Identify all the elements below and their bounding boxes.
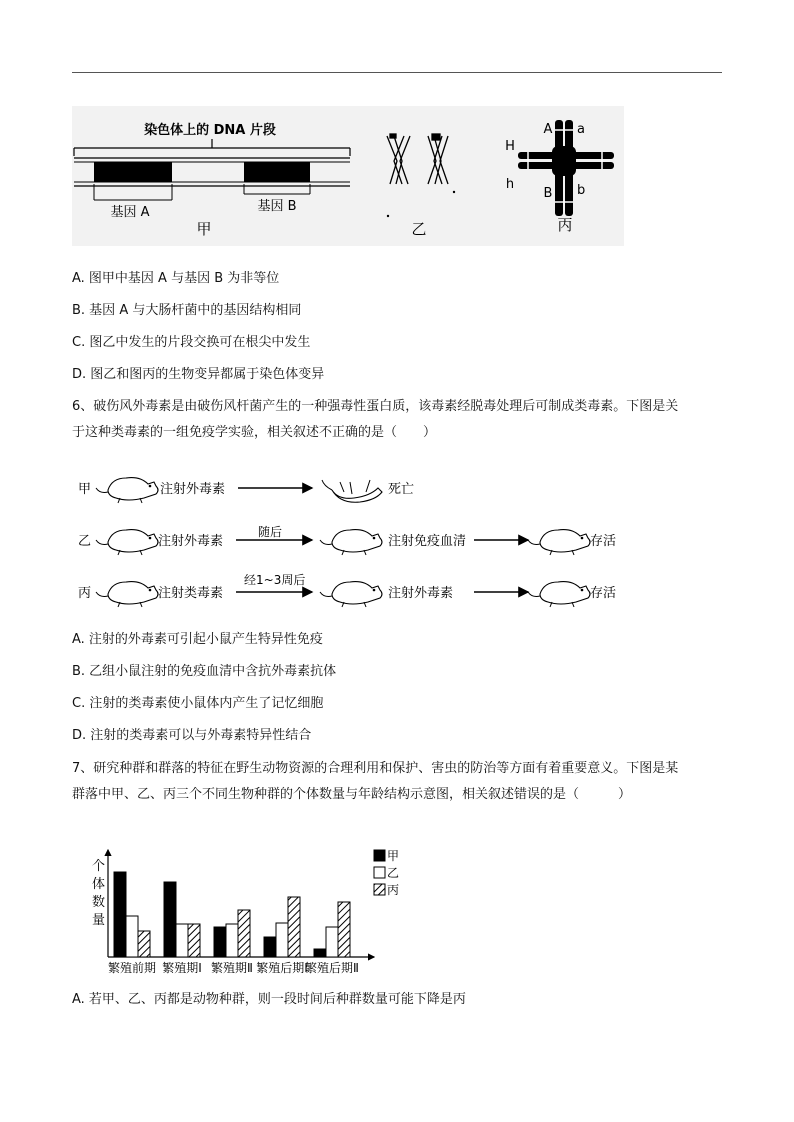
- label-yi: 乙: [411, 220, 427, 238]
- bar-丙-繁殖后期Ⅱ: [338, 902, 350, 957]
- row-bing-step1: 注射类毒素: [158, 586, 224, 601]
- bar-乙-繁殖期Ⅰ: [176, 924, 188, 957]
- immunology-experiment-figure: [72, 466, 632, 616]
- q6-option-c: C. 注射的类毒素使小鼠体内产生了记忆细胞: [72, 696, 324, 711]
- label-jia: 甲: [196, 220, 212, 238]
- bar-甲-繁殖后期Ⅰ: [264, 937, 276, 957]
- x-tick-label: 繁殖后期Ⅰ: [256, 961, 308, 975]
- gene-a-label: 基因 A: [110, 205, 150, 220]
- legend-label-丙: 丙: [387, 883, 400, 897]
- gene-b-label: 基因 B: [257, 199, 297, 214]
- group-jia-label: 甲: [78, 482, 92, 497]
- x-tick-label: 繁殖前期: [107, 961, 157, 975]
- x-tick-label: 繁殖期Ⅱ: [211, 961, 253, 975]
- allele-b: b: [577, 183, 586, 198]
- bar-乙-繁殖后期Ⅰ: [276, 923, 288, 957]
- q5-option-a: A. 图甲中基因 A 与基因 B 为非等位: [72, 271, 280, 286]
- chart-ylabel-2: 体: [92, 877, 106, 892]
- q7-stem: [72, 756, 732, 808]
- allele-B: B: [543, 186, 553, 201]
- group-bing-label: 丙: [78, 586, 92, 601]
- mouse-icon: [320, 582, 382, 607]
- bar-甲-繁殖前期: [114, 872, 126, 957]
- age-structure-chart: [86, 840, 406, 980]
- q6-option-d: D. 注射的类毒素可以与外毒素特异性结合: [72, 728, 312, 743]
- mouse-icon: [528, 530, 590, 555]
- header-rule: [72, 72, 722, 73]
- row-jia-step1: 注射外毒素: [160, 482, 226, 497]
- chart-ylabel-1: 个: [92, 859, 106, 874]
- chromosome-figure: [72, 106, 624, 246]
- x-tick-label: 繁殖期Ⅰ: [162, 961, 202, 975]
- q7-option-a: A. 若甲、乙、丙都是动物种群，则一段时间后种群数量可能下降是丙: [72, 992, 466, 1007]
- row-yi-step1: 注射外毒素: [158, 534, 224, 549]
- bar-乙-繁殖前期: [126, 916, 138, 957]
- q6-option-b: B. 乙组小鼠注射的免疫血清中含抗外毒素抗体: [72, 664, 337, 679]
- mouse-icon: [528, 582, 590, 607]
- row-yi-arrow-label: 随后: [258, 525, 283, 539]
- chromosome-label: 染色体上的 DNA 片段: [144, 123, 276, 138]
- q6-stem: [72, 394, 732, 446]
- q5-option-d: D. 图乙和图丙的生物变异都属于染色体变异: [72, 367, 325, 382]
- allele-H: H: [505, 139, 515, 154]
- chart-ylabel-3: 数: [92, 895, 106, 910]
- label-bing: 丙: [557, 216, 573, 234]
- allele-a: a: [577, 122, 585, 137]
- row-bing-step2: 注射外毒素: [388, 586, 454, 601]
- mouse-icon: [320, 530, 382, 555]
- chart-ylabel-4: 量: [92, 913, 106, 928]
- bar-丙-繁殖后期Ⅰ: [288, 897, 300, 957]
- q6-stem-line1: 6、破伤风外毒素是由破伤风杆菌产生的一种强毒性蛋白质，该毒素经脱毒处理后可制成类毒素。下图是关: [72, 399, 679, 414]
- bar-丙-繁殖前期: [138, 931, 150, 957]
- legend-label-甲: 甲: [387, 849, 400, 863]
- q6-option-a: A. 注射的外毒素可引起小鼠产生特异性免疫: [72, 632, 323, 647]
- gene-a-block: [94, 162, 172, 182]
- legend-swatch-乙: [374, 867, 385, 878]
- gene-b-block: [244, 162, 310, 182]
- bar-丙-繁殖期Ⅰ: [188, 924, 200, 957]
- legend-label-乙: 乙: [387, 866, 400, 880]
- legend-swatch-丙: [374, 884, 385, 895]
- bar-乙-繁殖期Ⅱ: [226, 924, 238, 957]
- q7-stem-line1: 7、研究种群和群落的特征在野生动物资源的合理利用和保护、害虫的防治等方面有着重要意义。下图是某: [72, 761, 679, 776]
- row-jia-outcome: 死亡: [388, 482, 415, 497]
- bar-甲-繁殖期Ⅱ: [214, 927, 226, 957]
- q6-stem-line2: 于这种类毒素的一组免疫学实验，相关叙述不正确的是（ ）: [72, 425, 437, 440]
- dead-mouse-icon: [322, 480, 382, 502]
- bar-甲-繁殖期Ⅰ: [164, 882, 176, 957]
- allele-A: A: [543, 122, 553, 137]
- row-yi-step2: 注射免疫血清: [388, 534, 467, 549]
- q7-stem-line2: 群落中甲、乙、丙三个不同生物种群的个体数量与年龄结构示意图，相关叙述错误的是（ ）: [72, 787, 632, 802]
- row-yi-outcome: 存活: [590, 534, 617, 549]
- mouse-icon: [96, 478, 158, 503]
- bar-乙-繁殖后期Ⅱ: [326, 927, 338, 957]
- q5-option-c: C. 图乙中发生的片段交换可在根尖中发生: [72, 335, 311, 350]
- row-bing-outcome: 存活: [590, 586, 617, 601]
- allele-h: h: [505, 177, 515, 192]
- mouse-icon: [96, 582, 158, 607]
- group-yi-label: 乙: [78, 534, 92, 549]
- bar-丙-繁殖期Ⅱ: [238, 910, 250, 957]
- legend-swatch-甲: [374, 850, 385, 861]
- q5-option-b: B. 基因 A 与大肠杆菌中的基因结构相同: [72, 303, 302, 318]
- x-tick-label: 繁殖后期Ⅱ: [305, 961, 359, 975]
- mouse-icon: [96, 530, 158, 555]
- row-bing-arrow-label: 经1~3周后: [244, 573, 306, 587]
- bar-甲-繁殖后期Ⅱ: [314, 949, 326, 957]
